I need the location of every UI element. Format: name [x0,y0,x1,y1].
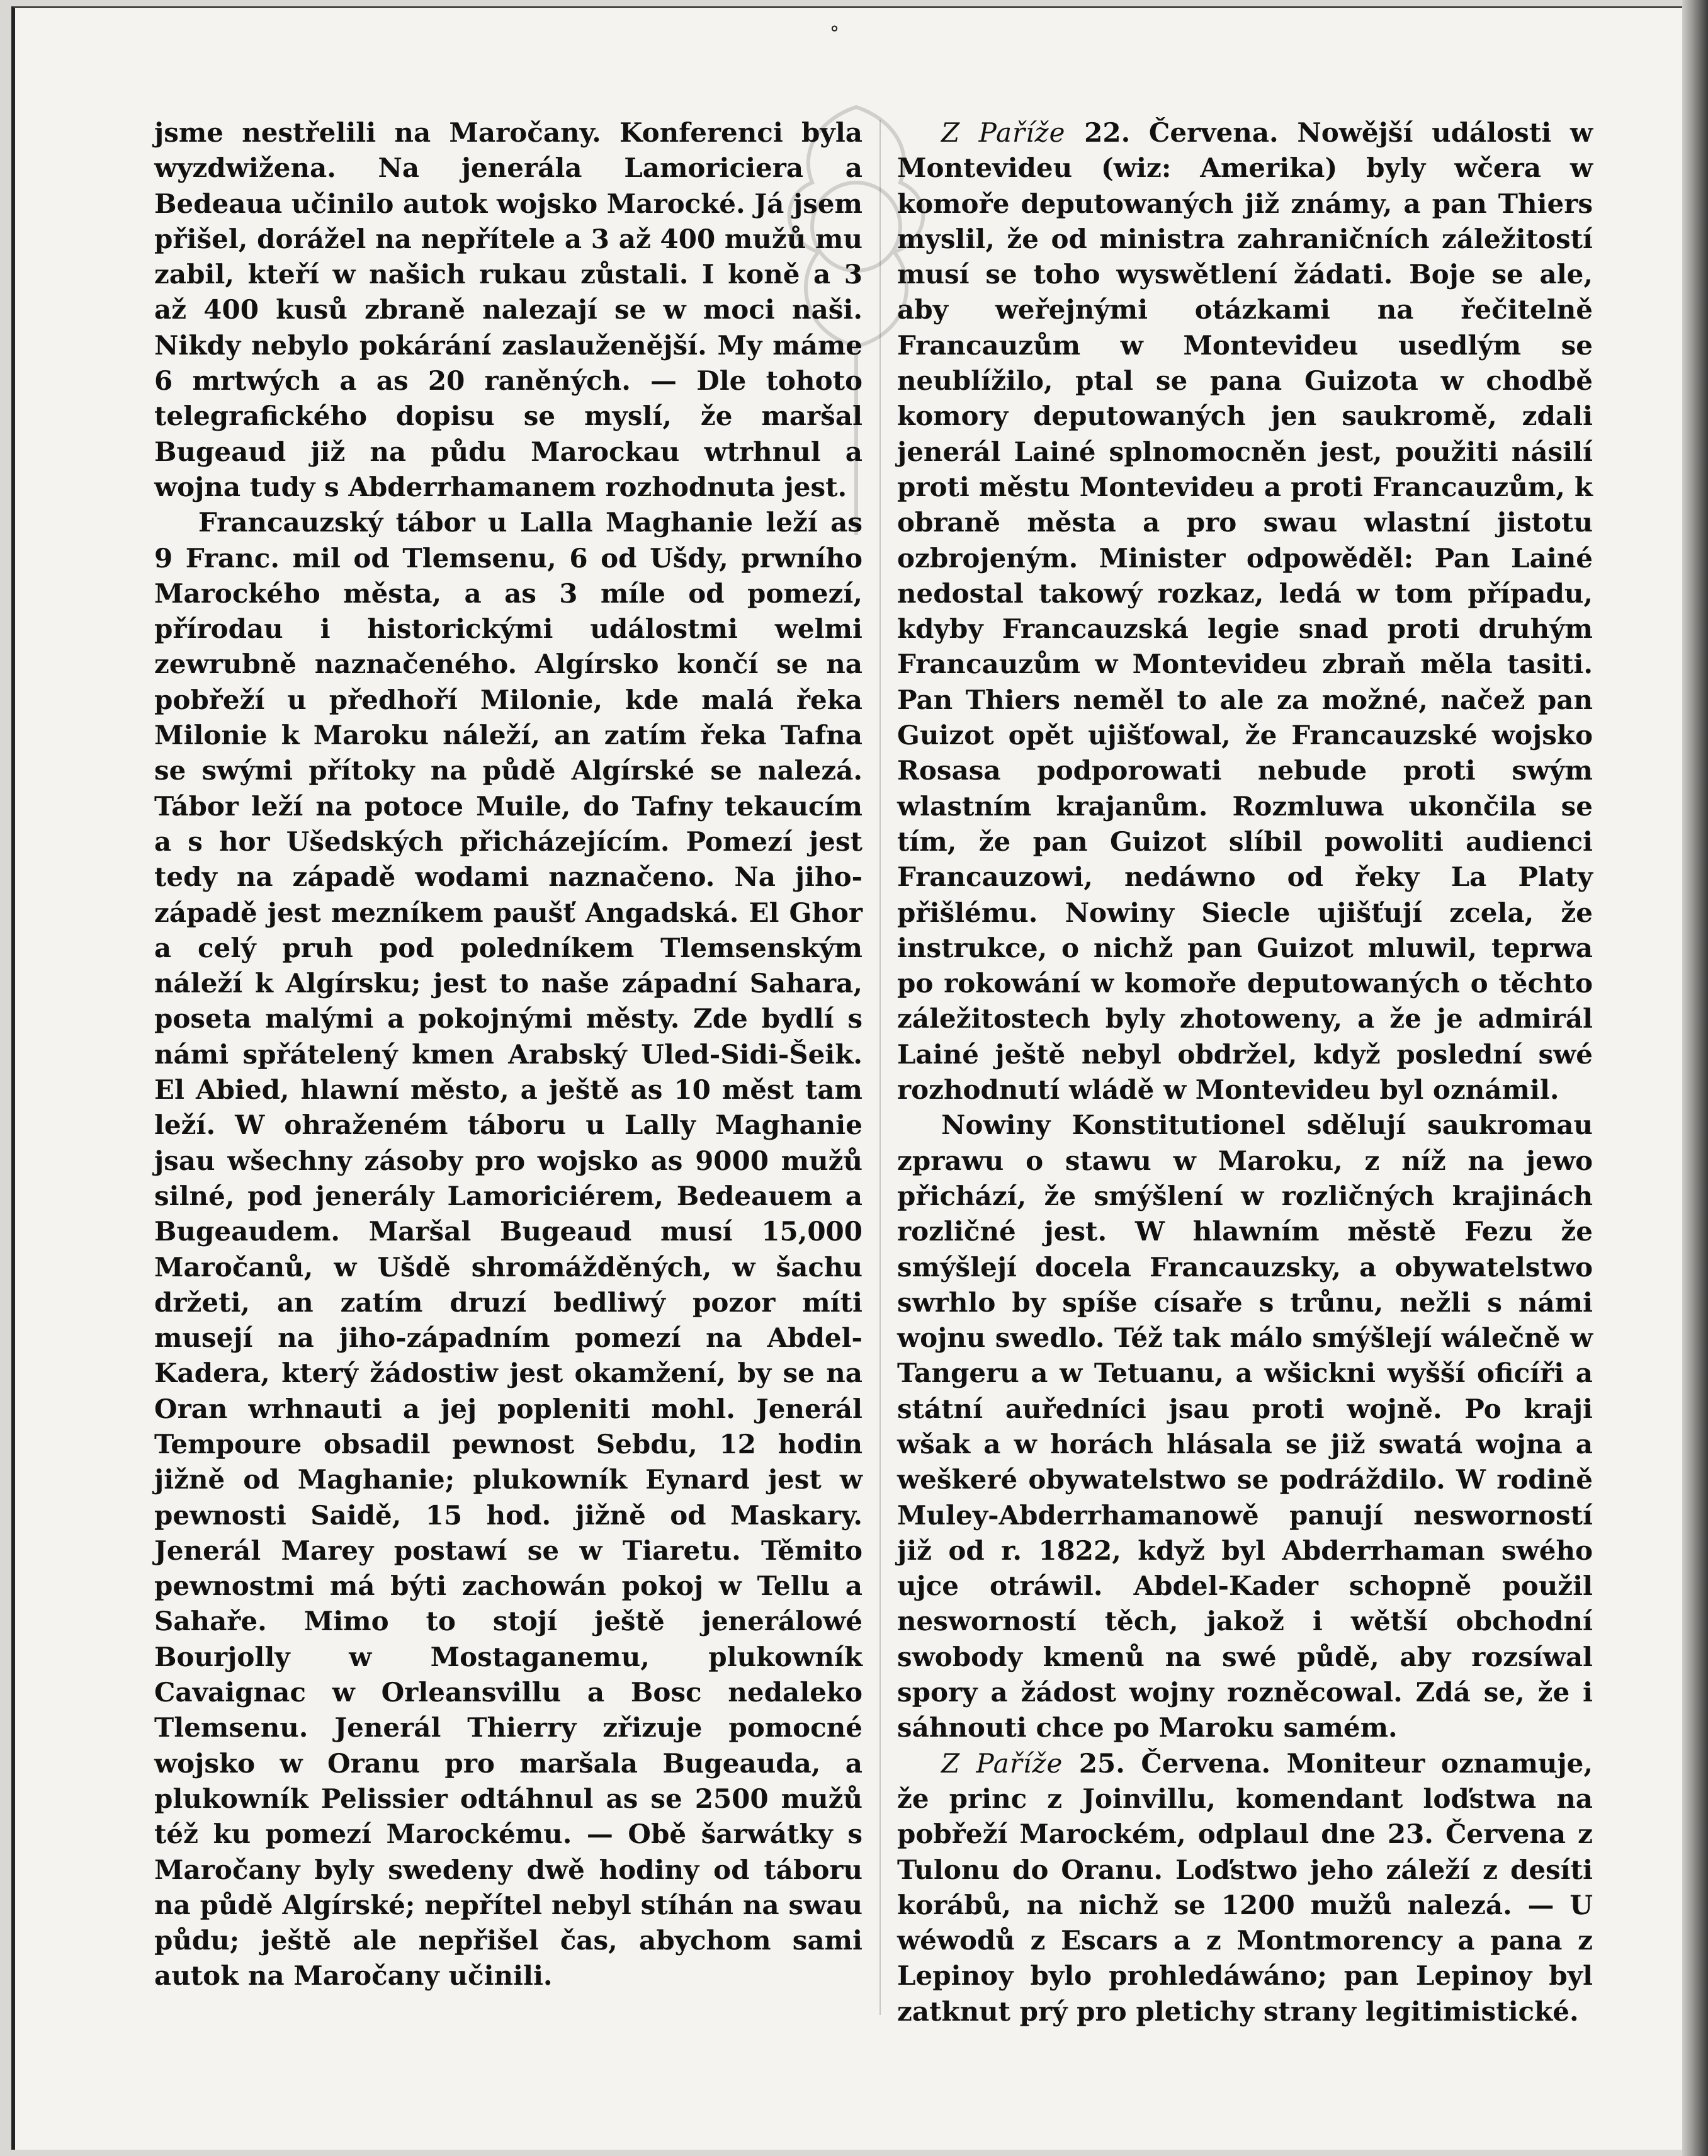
left-paragraph-2-text: Francauzský tábor u Lalla Maghanie leží as 9 Franc. mil od Tlemsenu, 6 od Ušdy, prwního Marockého města, a as 3 míle od pomezí, přírodau i historickými událostmi welmi zewrubně naznačeného. Algírsko končí se na pobřeží u předhoří Milonie, kde malá řeka Milonie k Maroku náleží, an zatím řeka Tafna se swými přítoky na půdě Algírské se nalezá. Tábor leží na potoce Muile, do Tafny tekaucím a s hor Ušedských přicházejícím. Pomezí jest tedy na západě wodami naznačeno. Na jiho-západě jest mezníkem paušť Angadská. El Ghor a celý pruh pod poledníkem Tlemsenským náleží k Algírsku; jest to naše západní Sahara, poseta malými a pokojnými městy. Zde bydlí s námi spřátelený kmen Arabský Uled-Sidi-Šeik. El Abied, hlawní město, a ještě as 10 měst tam leží. W ohraženém táboru u Lally Maghanie jsau wšechny zásoby pro wojsko as 9000 mužů silné, pod jenerály Lamoriciérem, Bedeauem a Bugeaudem. Maršal Bugeaud musí 15,000 Maročanů, w Ušdě shromážděných, w šachu držeti, an zatím druzí bedliwý pozor míti musejí na jiho-západním pomezí na Abdel-Kadera, který žádostiw jest okamžení, by se na Oran wrhnauti a jej popleniti mohl. Jenerál Tempoure obsadil pewnost Sebdu, 12 hodin jižně od Maghanie; plukowník Eynard jest w pewnosti Saidě, 15 hod. jižně od Maskary. Jenerál Marey postawí se w Tiaretu. Těmito pewnostmi má býti zachowán pokoj w Tellu a Sahaře. Mimo to stojí ještě jenerálowé Bourjolly w Mostaganemu, plukowník Cavaignac w Orleansvillu a Bosc nedaleko Tlemsenu. Jenerál Thierry zřizuje pomocné wojsko w Oranu pro maršala Bugeauda, a plukowník Pelissier odtáhnul as se 2500 mužů též ku pomezí Marockému. — Obě šarwátky s Maročany byly swedeny dwě hodiny od táboru na půdě Algírské; nepřítel nebyl stíhán na swau půdu; ještě ale nepřišel čas, abychom sami autok na Maročany učinili. [154,507,862,1992]
right-paragraph-1 [897,115,1593,1108]
dateline-paris-25: Z Paříže [941,1747,1063,1779]
column-divider [879,120,881,2015]
right-column [897,115,1593,2029]
page-edge-shadow [1682,0,1708,2156]
left-paragraph-1 [154,115,862,505]
right-paragraph-1-text: 22. Červena. Nowější události w Montevideu (wiz: Amerika) byly wčera w komoře deputowaných již známy, a pan Thiers myslil, že od ministra zahraničních záležitostí musí se toho wyswětlení žádati. Boje se ale, aby weřejnými otázkami na řečitelně Francauzům w Montevideu usedlým se neublížilo, ptal se pana Guizota w chodbě komory deputowaných jen saukromě, zdali jenerál Lainé splnomocněn jest, použiti násilí proti městu Montevideu a proti Francauzům, k obraně města a pro swau wlastní jistotu ozbrojeným. Minister odpowěděl: Pan Lainé nedostal takowý rozkaz, ledá w tom případu, kdyby Francauzská legie snad proti druhým Francauzům w Montevideu zbraň měla tasiti. Pan Thiers neměl to ale za možné, načež pan Guizot opět ujišťowal, že Francauzské wojsko Rosasa podporowati nebude proti swým wlastním krajanům. Rozmluwa ukončila se tím, že pan Guizot slíbil powoliti audienci Francauzowi, nedáwno od řeky La Platy přišlému. Nowiny Siecle ujišťují zcela, že instrukce, o nichž pan Guizot mluwil, teprwa po rokowání w komoře deputowaných o těchto záležitostech byly zhotoweny, a že je admirál Lainé ještě nebyl obdržel, když poslední swé rozhodnutí wládě w Montevideu byl oznámil. [897,117,1593,1106]
dateline-paris-22: Z Paříže [941,117,1066,148]
right-paragraph-3 [897,1746,1593,2029]
right-paragraph-2-text: Nowiny Konstitutionel sdělují saukromau zprawu o stawu w Maroku, z níž na jewo přichází, že smýšlení w rozličných krajinách rozličné jest. W hlawním městě Fezu že smýšlejí docela Francauzsky, a obywatelstwo swrhlo by spíše císaře s trůnu, nežli s námi wojnu swedlo. Též tak málo smýšlejí wálečně w Tangeru a w Tetuanu, a wšickni wyšší oficíři a státní auředníci jsau proti wojně. Po kraji wšak a w horách hlásala se již swatá wojna a weškeré obywatelstwo se podráždilo. W rodině Muley-Abderrhamanowě panují nesworností již od r. 1822, když byl Abderrhaman swého ujce otráwil. Abdel-Kader schopně použil nesworností těch, jakož i wětší obchodní swobody kmenů na swé půdě, aby rozsíwal spory a žádost wojny rozněcowal. Zdá se, že i sáhnouti chce po Maroku samém. [897,1109,1593,1744]
right-paragraph-2 [897,1108,1593,1745]
left-column [154,115,862,1994]
right-paragraph-3-text: 25. Červena. Moniteur oznamuje, že princ z Joinvillu, komendant loďstwa na pobřeží Marockém, odplaul dne 23. Červena z Tulonu do Oranu. Loďstwo jeho záleží z desíti korábů, na nichž se 1200 mužů nalezá. — U wéwodů z Escars a z Montmorency a pana z Lepinoy bylo prohledáwáno; pan Lepinoy byl zatknut prý pro pletichy strany legitimistické. [897,1747,1593,2027]
page-mark: ° [830,23,839,45]
left-paragraph-2 [154,505,862,1994]
left-paragraph-1-text: jsme nestřelili na Maročany. Konferenci byla wyzdwižena. Na jenerála Lamoriciera a Bedeaua učinilo autok wojsko Marocké. Já jsem přišel, dorážel na nepřítele a 3 až 400 mužů mu zabil, kteří w našich rukau zůstali. I koně a 3 až 400 kusů zbraně nalezají se w moci naši. Nikdy nebylo pokárání zaslauženější. My máme 6 mrtwých a as 20 raněných. — Dle tohoto telegrafického dopisu se myslí, že maršal Bugeaud již na půdu Marockau wtrhnul a wojna tudy s Abderrhamanem rozhodnuta jest. [154,117,862,502]
